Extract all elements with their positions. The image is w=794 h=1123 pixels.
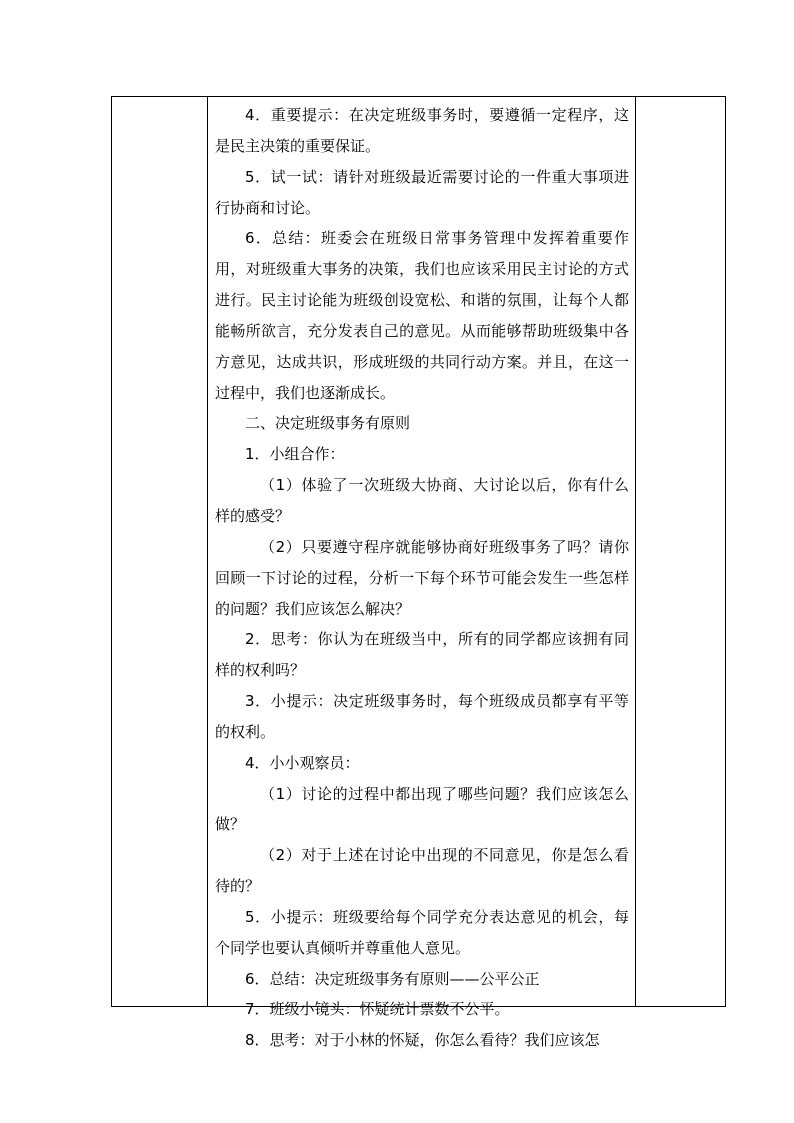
paragraph-class-snapshot: 7．班级小镜头：怀疑统计票数不公平。	[245, 1000, 510, 1019]
paragraph-summary-one: 6．总结：班委会在班级日常事务管理中发挥着重要作用，对班级重大事务的决策，我们也应该采用民主讨论的方式进行。民主讨论能为班级创设宽松、和谐的氛围，让每个人都能畅所欲言，充分发表自己的意见。从而能够帮助班级集中各方意见，达成共识，形成班级的共同行动方案。并且，在这一过程中，我们也逐渐成长。	[215, 229, 629, 402]
paragraph-try-it: 5．试一试：请针对班级最近需要讨论的一件重大事项进行协商和讨论。	[215, 167, 629, 217]
paragraph-tip-equal-rights: 3．小提示：决定班级事务时，每个班级成员都享有平等的权利。	[215, 692, 629, 741]
lesson-table	[111, 96, 726, 1050]
paragraph-think-doubt: 8．思考：对于小林的怀疑，你怎么看待？我们应该怎	[245, 1031, 600, 1050]
paragraph-group-work-q2: （2）只要遵守程序就能够协商好班级事务了吗？请你回顾一下讨论的过程，分析一下每个环节可能会发生一些怎样的问题？我们应该怎么解决？	[215, 537, 629, 618]
section-heading-principles: 二、决定班级事务有原则	[245, 414, 411, 433]
paragraph-group-work-q1: （1）体验了一次班级大协商、大讨论以后，你有什么样的感受？	[215, 476, 629, 525]
paragraph-observer-q2: （2）对于上述在讨论中出现的不同意见，你是怎么看待的？	[215, 846, 629, 896]
paragraph-tip-express-opinions: 5．小提示：班级要给每个同学充分表达意见的机会，每个同学也要认真倾听并尊重他人意见。	[215, 907, 629, 957]
paragraph-observer: 4．小小观察员：	[245, 753, 360, 772]
table-column-divider-right	[635, 97, 636, 1006]
paragraph-summary-fairness: 6．总结：决定班级事务有原则——公平公正	[245, 969, 540, 988]
paragraph-group-work: 1．小组合作：	[245, 445, 345, 464]
paragraph-think-rights: 2．思考：你认为在班级当中，所有的同学都应该拥有同样的权利吗？	[215, 630, 629, 680]
paragraph-important-tip: 4．重要提示：在决定班级事务时，要遵循一定程序，这是民主决策的重要保证。	[215, 106, 629, 155]
lesson-content-cell	[208, 97, 635, 1050]
paragraph-observer-q1: （1）讨论的过程中都出现了哪些问题？我们应该怎么做？	[215, 784, 629, 834]
